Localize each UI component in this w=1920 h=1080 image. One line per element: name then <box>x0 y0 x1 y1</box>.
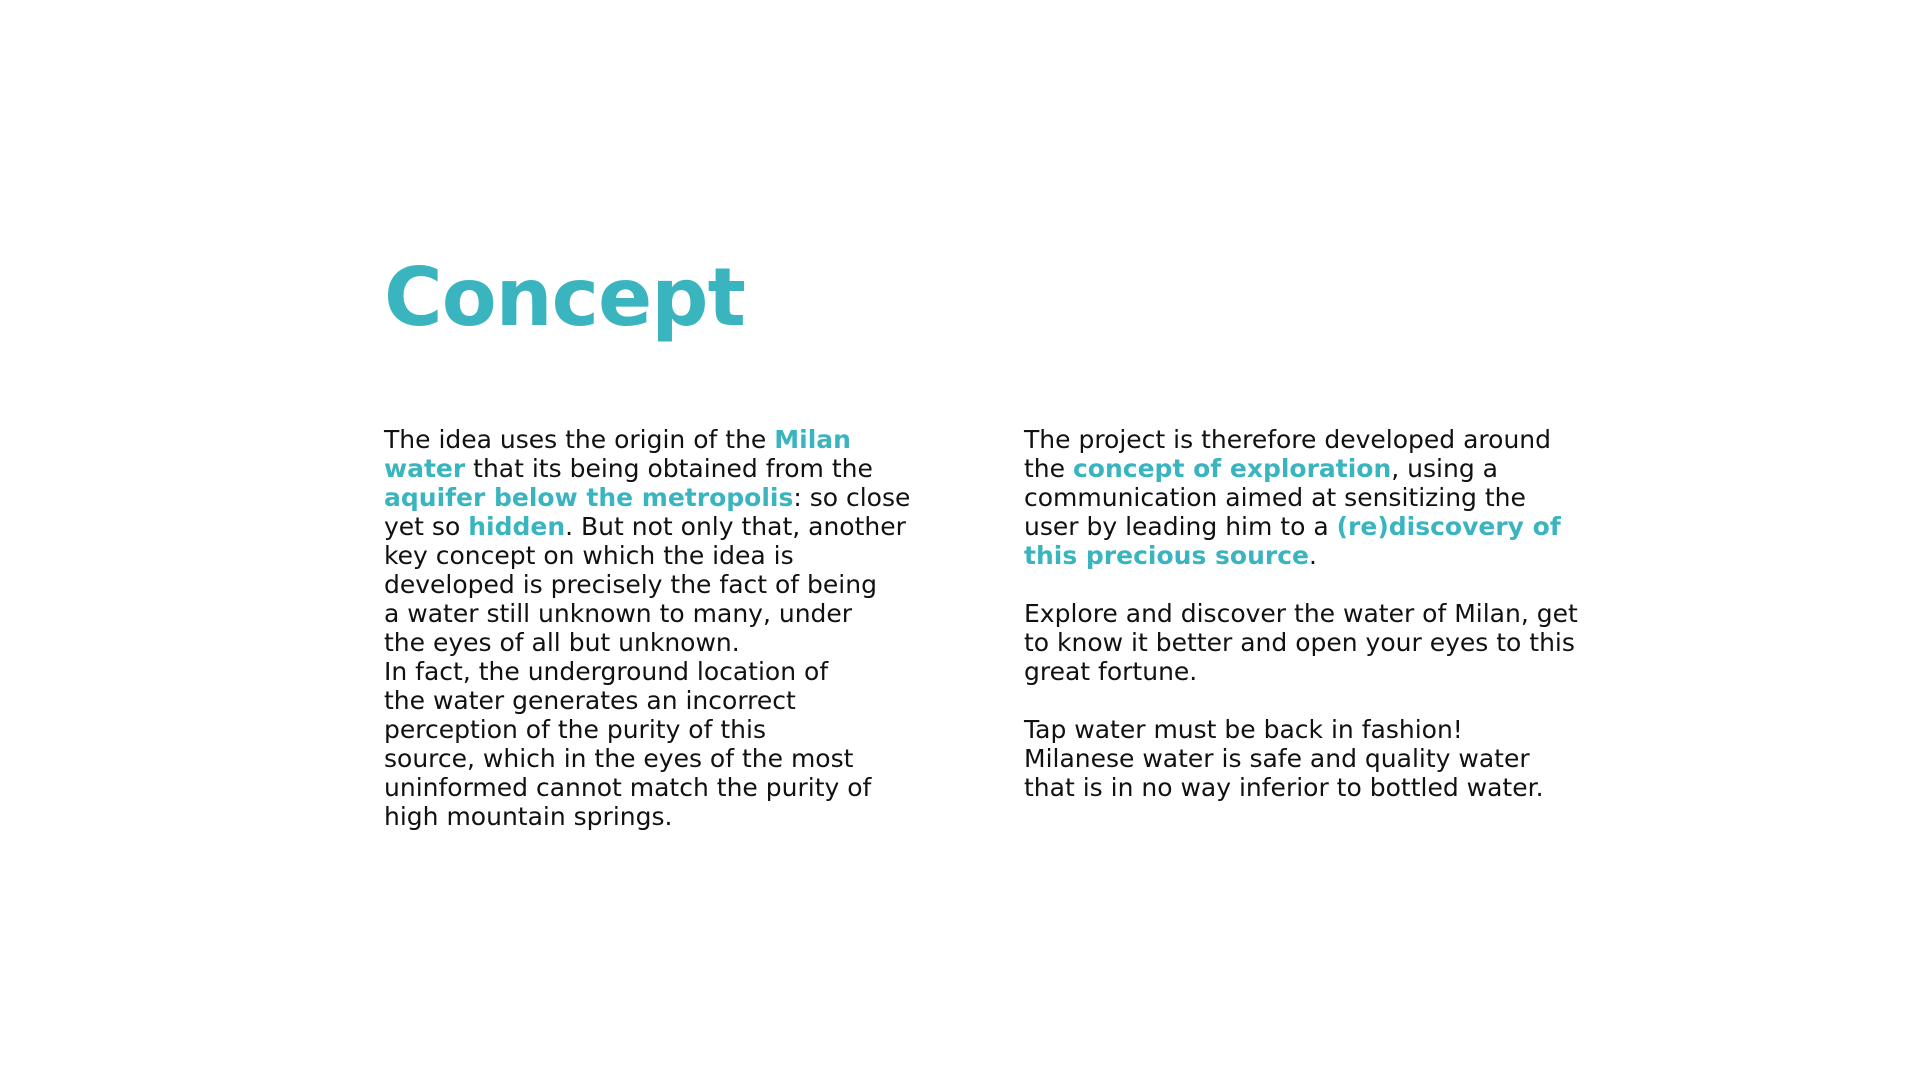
body-text: Explore and discover the water of Milan, get <box>1024 599 1578 628</box>
left-text-line <box>384 802 904 831</box>
highlighted-text: aquifer below the metropolis <box>384 483 794 512</box>
body-text: Milanese water is safe and quality water <box>1024 744 1530 773</box>
body-text: In fact, the underground location of <box>384 657 829 686</box>
left-text-line <box>384 773 904 802</box>
left-text-column <box>384 425 911 831</box>
body-text: that is in no way inferior to bottled water. <box>1024 773 1544 802</box>
highlighted-text: Milan <box>774 425 851 454</box>
body-text: . <box>1309 541 1317 570</box>
left-text-line <box>384 483 911 512</box>
body-text: the <box>1024 454 1073 483</box>
body-text: yet so <box>384 512 469 541</box>
body-text: The project is therefore developed around <box>1024 425 1552 454</box>
body-text: high mountain springs. <box>384 802 673 831</box>
left-text-line <box>384 570 904 599</box>
body-text: a water still unknown to many, under <box>384 599 853 628</box>
body-text: uninformed cannot match the purity of <box>384 773 872 802</box>
body-text: communication aimed at sensitizing the <box>1024 483 1526 512</box>
highlighted-text: concept of exploration <box>1072 454 1392 483</box>
paragraph-gap <box>1024 686 1584 715</box>
highlighted-text: water <box>384 454 466 483</box>
body-text: The idea uses the origin of the <box>384 425 775 454</box>
body-text: user by leading him to a <box>1024 512 1337 541</box>
body-text: , using a <box>1391 454 1498 483</box>
left-text-line <box>384 628 904 657</box>
right-text-line <box>1024 483 1584 512</box>
body-text: . But not only that, another <box>565 512 906 541</box>
body-text: to know it better and open your eyes to this <box>1024 628 1575 657</box>
body-text: the eyes of all but unknown. <box>384 628 740 657</box>
highlighted-text: hidden <box>468 512 566 541</box>
left-text-line <box>384 599 904 628</box>
body-text: the water generates an incorrect <box>384 686 796 715</box>
right-text-column <box>1024 425 1584 802</box>
body-text: that its being obtained from the <box>465 454 873 483</box>
right-text-line <box>1024 628 1584 657</box>
right-text-line <box>1024 744 1584 773</box>
right-text-line <box>1024 599 1584 628</box>
body-text: perception of the purity of this <box>384 715 766 744</box>
body-text: Tap water must be back in fashion! <box>1024 715 1463 744</box>
left-text-line <box>384 425 904 454</box>
right-text-line <box>1024 454 1584 483</box>
left-text-line <box>384 454 904 483</box>
left-text-line <box>384 744 904 773</box>
body-text: great fortune. <box>1024 657 1198 686</box>
paragraph-gap <box>1024 570 1584 599</box>
left-text-line <box>384 541 904 570</box>
highlighted-text: this precious source <box>1024 541 1309 570</box>
right-text-line <box>1024 512 1584 541</box>
slide-title: Concept <box>384 251 745 344</box>
right-text-line <box>1024 425 1584 454</box>
left-text-line <box>384 657 904 686</box>
body-text: : so close <box>793 483 911 512</box>
right-text-line <box>1024 541 1584 570</box>
body-text: developed is precisely the fact of being <box>384 570 877 599</box>
body-text: key concept on which the idea is <box>384 541 794 570</box>
left-text-line <box>384 715 904 744</box>
left-text-line <box>384 512 904 541</box>
right-text-line <box>1024 657 1584 686</box>
highlighted-text: (re)discovery of <box>1336 512 1561 541</box>
body-text: source, which in the eyes of the most <box>384 744 854 773</box>
right-text-line <box>1024 773 1584 802</box>
right-text-line <box>1024 715 1584 744</box>
left-text-line <box>384 686 904 715</box>
